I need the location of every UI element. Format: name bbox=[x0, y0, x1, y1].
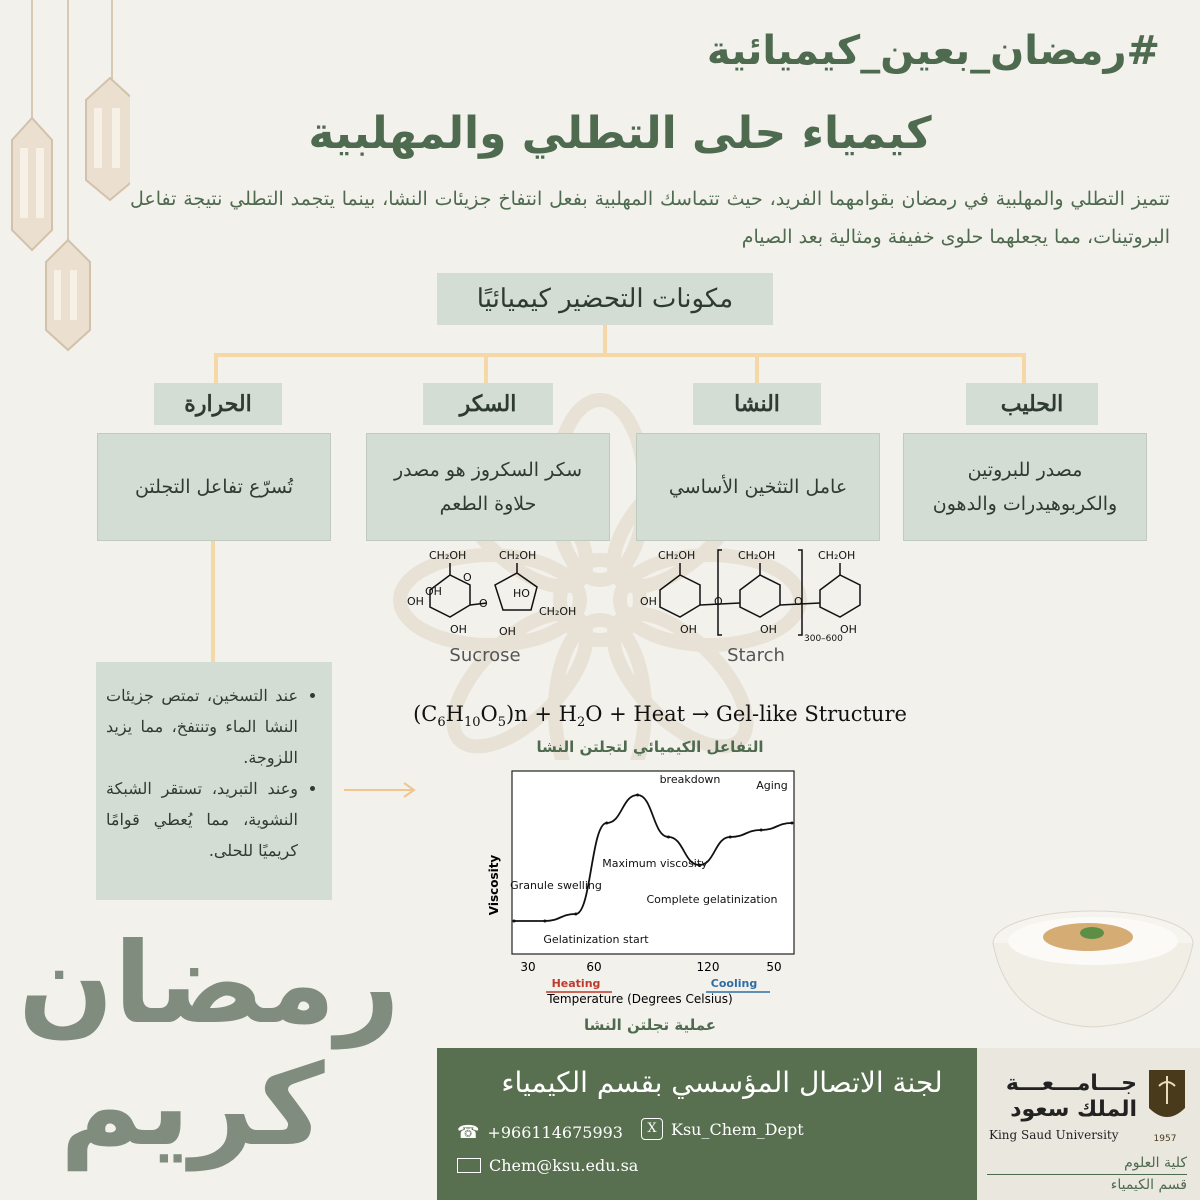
logo-arabic-line1: جـــامـــعـــة bbox=[1005, 1071, 1137, 1096]
eq-part: )n + H bbox=[505, 702, 577, 726]
eq-sub: 5 bbox=[497, 715, 506, 731]
university-logo-panel bbox=[977, 1048, 1200, 1200]
x-handle: Ksu_Chem_Dept bbox=[671, 1119, 804, 1139]
atom-label: O bbox=[794, 595, 803, 608]
starch-structure bbox=[630, 545, 880, 645]
atom-label: OH bbox=[760, 623, 777, 636]
x-logo-icon: X bbox=[641, 1118, 663, 1140]
pudding-bowl-image bbox=[988, 903, 1198, 1033]
ingredient-tag-milk: الحليب bbox=[966, 383, 1098, 425]
annotation-maximum-viscosity: Maximum viscosity bbox=[602, 857, 708, 870]
kareem-word: كريم bbox=[60, 1041, 325, 1171]
page-title: كيمياء حلى التطلي والمهلبية bbox=[308, 108, 932, 159]
atom-label: CH₂OH bbox=[429, 549, 467, 562]
eq-sub: 10 bbox=[463, 715, 481, 731]
viscosity-chart bbox=[480, 765, 800, 1020]
eq-part: H bbox=[445, 702, 464, 726]
phone-number: +966114675993 bbox=[487, 1123, 623, 1142]
curve-point bbox=[605, 822, 608, 825]
atom-label: CH₂OH bbox=[539, 605, 577, 618]
x-contact[interactable] bbox=[641, 1118, 804, 1140]
annotation-gelatinization-start: Gelatinization start bbox=[543, 933, 649, 946]
atom-label: O bbox=[714, 595, 723, 608]
curve-point bbox=[791, 822, 794, 825]
starch-repeat: 300–600 bbox=[804, 634, 843, 644]
ingredient-desc-sugar: سكر السكروز هو مصدر حلاوة الطعم bbox=[366, 433, 610, 541]
curve-point bbox=[513, 920, 516, 923]
atom-label: OH bbox=[499, 625, 516, 638]
logo-arabic-line2: الملك سعود bbox=[1010, 1097, 1137, 1122]
eq-sub: 2 bbox=[576, 715, 586, 731]
connector-line bbox=[211, 541, 215, 662]
hashtag-heading: #رمضان_بعين_كيميائية bbox=[706, 28, 1160, 74]
annotation-granule-swelling: Granule swelling bbox=[510, 879, 602, 892]
list-item: • عند التسخين، تمتص جزيئات النشا الماء وتنتفخ، مما يزيد اللزوجة. bbox=[106, 680, 298, 773]
sucrose-structure bbox=[395, 545, 595, 645]
phone-contact[interactable] bbox=[457, 1122, 623, 1143]
lanterns-decoration bbox=[0, 0, 130, 360]
x-tick-label: 30 bbox=[520, 960, 536, 974]
ingredient-tag-heat: الحرارة bbox=[154, 383, 282, 425]
curve-point bbox=[667, 836, 670, 839]
x-tick-label: 120 bbox=[696, 960, 720, 974]
envelope-icon bbox=[457, 1158, 481, 1173]
phase-cooling: Cooling bbox=[710, 977, 758, 990]
curve-point bbox=[543, 920, 546, 923]
curve-point bbox=[574, 913, 577, 916]
ingredient-tag-sugar: السكر bbox=[423, 383, 553, 425]
email-address: Chem@ksu.edu.sa bbox=[489, 1156, 639, 1175]
atom-label: CH₂OH bbox=[658, 549, 696, 562]
founded-year: 1957 bbox=[1153, 1134, 1177, 1144]
ingredient-desc-heat: تُسرّع تفاعل التجلتن bbox=[97, 433, 331, 541]
atom-label: CH₂OH bbox=[738, 549, 776, 562]
ingredient-desc-starch: عامل التثخين الأساسي bbox=[636, 433, 880, 541]
y-axis-label: Viscosity bbox=[487, 854, 501, 916]
atom-label: CH₂OH bbox=[499, 549, 537, 562]
sucrose-label: Sucrose bbox=[449, 645, 521, 666]
atom-label: OH bbox=[840, 623, 857, 636]
eq-part: (C bbox=[413, 702, 438, 726]
phase-heating: Heating bbox=[551, 977, 601, 990]
intro-paragraph: تتميز التطلي والمهلبية في رمضان بقوامهما الفريد، حيث تتماسك المهلبية بفعل انتفاخ جزيئات النشا، بينما يتجمد التطلي نتيجة تفاعل البروتينات، مما يجعلهما حلوى خفيفة ومثالية بعد الصيام bbox=[130, 188, 1170, 248]
annotation-complete-gelatinization: Complete gelatinization bbox=[646, 893, 778, 906]
atom-label: OH bbox=[407, 595, 424, 608]
atom-label: OH bbox=[425, 585, 442, 598]
eq-sub: 6 bbox=[437, 715, 446, 731]
section-title: مكونات التحضير كيميائيًا bbox=[437, 273, 773, 325]
atom-label: OH bbox=[640, 595, 657, 608]
eq-part: O + Heat → Gel-like Structure bbox=[585, 702, 907, 726]
reaction-equation bbox=[360, 702, 960, 730]
x-axis-label: Temperature (Degrees Celsius) bbox=[547, 992, 733, 1006]
atom-label: OH bbox=[680, 623, 697, 636]
email-contact[interactable] bbox=[457, 1156, 638, 1175]
graph-caption: عملية تجلتن النشا bbox=[583, 1016, 717, 1034]
curve-point bbox=[760, 829, 763, 832]
phone-icon: ☎ bbox=[457, 1122, 480, 1143]
atom-label: O bbox=[463, 571, 472, 584]
atom-label: CH₂OH bbox=[818, 549, 856, 562]
curve-point bbox=[636, 794, 639, 797]
connector-line bbox=[214, 353, 1024, 357]
curve-point bbox=[729, 836, 732, 839]
department-name: قسم الكيمياء bbox=[1110, 1177, 1187, 1193]
gelatinization-notes bbox=[96, 662, 332, 900]
footer-title: لجنة الاتصال المؤسسي بقسم الكيمياء bbox=[501, 1066, 943, 1099]
arrow-right-icon bbox=[342, 780, 422, 800]
x-tick-label: 60 bbox=[586, 960, 602, 974]
ingredient-tag-starch: النشا bbox=[693, 383, 821, 425]
annotation-aging: Aging bbox=[756, 779, 788, 792]
university-emblem-icon bbox=[1145, 1068, 1189, 1128]
logo-english: King Saud University bbox=[989, 1128, 1119, 1142]
eq-part: O bbox=[480, 702, 498, 726]
ingredient-desc-milk: مصدر للبروتين والكربوهيدرات والدهون bbox=[903, 433, 1147, 541]
college-name: كلية العلوم bbox=[987, 1152, 1187, 1175]
footer-panel bbox=[437, 1048, 1200, 1200]
starch-label: Starch bbox=[727, 645, 785, 666]
x-tick-label: 50 bbox=[766, 960, 782, 974]
atom-label: HO bbox=[513, 587, 530, 600]
equation-caption: التفاعل الكيميائي لتجلتن النشا bbox=[536, 738, 764, 756]
atom-label: OH bbox=[450, 623, 467, 636]
connector-line bbox=[603, 325, 607, 355]
ramadan-word: رمضان bbox=[18, 919, 400, 1049]
list-item: • وعند التبريد، تستقر الشبكة النشوية، مما يُعطي قوامًا كريميًا للحلى. bbox=[106, 773, 298, 866]
annotation-breakdown: breakdown bbox=[659, 773, 721, 786]
atom-label: O bbox=[479, 597, 488, 610]
